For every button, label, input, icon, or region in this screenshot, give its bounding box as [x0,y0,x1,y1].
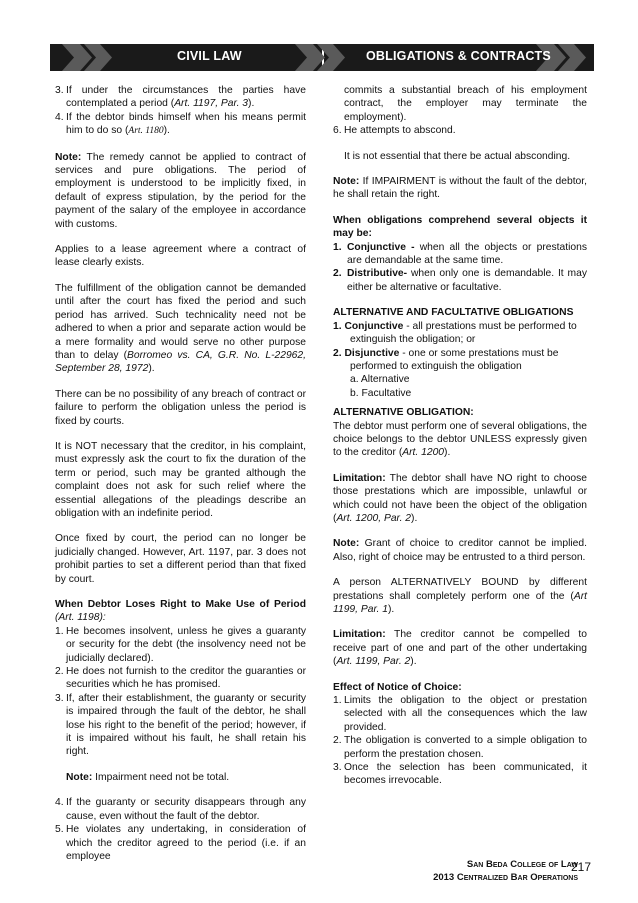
header-left-title: CIVIL LAW [177,49,242,63]
period-item-4: 4. If the debtor binds himself when his means permit him to do so (Art. 1180). [55,111,306,137]
footer [433,858,578,884]
conjunctive-item: 1. Conjunctive - when all the objects or prestations are demandable at the same time. [333,241,588,267]
left-column [55,84,306,863]
loses-item-4: 4. If the guaranty or security disappears through any cause, even without the fault of the debtor. [55,797,306,822]
footer-school: San Beda College of Law [466,859,578,870]
several-objects-heading: When obligations comprehend several objects it may be: [333,214,587,240]
loses-item-3: 3. If, after their establishment, the guaranty or security is impaired through the fault of the debtor, he shall lose his right to the benefit of the period; however, if it is impaired without his fault, he shall retain his right. [55,692,306,758]
note-remedy: Note: The remedy cannot be applied to contract of services and pure obligations. The period of employment is understood to be implicitly fixed, in default of express stipulation, by the period for the payment of the salary of the employee in accordance with customs. [55,151,306,230]
alt-fac-heading: ALTERNATIVE AND FACULTATIVE OBLIGATIONS [333,307,574,319]
loses-item-6: 6. He attempts to abscond. [333,125,456,137]
limitation-creditor: Limitation: The creditor cannot be compelled to receive part of one and part of the other undertaking (Art. 1199, Par. 2). [333,629,587,668]
not-necessary-paragraph: It is NOT necessary that the creditor, in his complaint, must expressly ask the court to fix the duration of the term or period, such may be granted although the complaint does not ask for such relief where the essential allegations of the pleadings describe an obligation with an indefinite period. [55,440,306,519]
effect-item-1: 1. Limits the obligation to the object or prestation selected with all the consequences which the law provided. [333,695,587,733]
alternative-obligation-heading: ALTERNATIVE OBLIGATION: [333,407,474,419]
effect-item-3: 3. Once the selection has been communicated, it becomes irrevocable. [333,762,587,787]
fixed-by-court-paragraph: Once fixed by court, the period can no longer be judicially changed. However, Art. 1197, par. 3 does not prohibit parties to set a different period than that fixed by court. [55,533,306,585]
continuation-text: commits a substantial breach of his employment contract, the employer may terminate the employment). [344,85,587,123]
limitation-debtor: Limitation: The debtor shall have NO right to choose those prestations which are impossible, unlawful or which could not have been the object of the obligation (Art. 1200, Par. 2). [333,472,587,524]
note-impairment-fault: Note: If IMPAIRMENT is without the fault of the debtor, he shall retain the right. [333,176,587,201]
fulfillment-paragraph: The fulfillment of the obligation cannot be demanded until after the court has fixed the period and such period has arrived. Such technicality need not be adhered to when a prior and separate action would be a mere formality and would serve no other purpose than to delay (Borromeo vs. CA, G.R. No. L-22962, September 28, 1972). [55,282,306,375]
lease-paragraph: Applies to a lease agreement where a contract of lease clearly exists. [55,244,306,269]
alternatively-bound-paragraph: A person ALTERNATIVELY BOUND by different prestations shall completely perform one of the (Art 1199, Par. 1). [333,577,587,615]
loses-right-heading: When Debtor Loses Right to Make Use of Period (Art. 1198): [55,599,306,624]
right-column [333,84,587,788]
effect-item-2: 2. The obligation is converted to a simple obligation to perform the prestation chosen. [333,735,587,760]
header-right-title: OBLIGATIONS & CONTRACTS [366,49,551,63]
note-grant-choice: Note: Grant of choice to creditor cannot be implied. Also, right of choice may be entrusted to a third person. [333,538,587,563]
effect-notice-heading: Effect of Notice of Choice: [333,681,462,693]
alt-fac-item-2: 2. Disjunctive - one or some prestations must be performed to extinguish the obligation [333,347,559,372]
loses-item-5: 5. He violates any undertaking, in consideration of which the creditor agreed to the period (i.e. if an employee [55,824,306,862]
footer-operations: 2013 Centralized Bar Operations [433,872,578,883]
note-impairment: Note: Impairment need not be total. [66,771,230,783]
alt-fac-item-1: 1. Conjunctive - all prestations must be performed to extinguish the obligation; or [333,320,577,346]
breach-paragraph: There can be no possibility of any breach of contract or failure to perform the obligation unless the period is fixed by courts. [55,388,306,427]
alt-fac-subitem-a: a. Alternative [350,374,410,386]
alt-fac-subitem-b: b. Facultative [350,387,412,399]
absconding-note: It is not essential that there be actual absconding. [344,150,571,162]
distributive-item: 2. Distributive- when only one is demandable. It may either be alternative or facultative. [333,268,587,293]
loses-item-1: 1. He becomes insolvent, unless he gives a guaranty or security for the debt (the insolvency need not be judicially declared). [55,625,306,664]
page-number: 217 [571,860,592,874]
period-item-3: 3. If under the circumstances the parties have contemplated a period (Art. 1197, Par. 3). [55,85,306,110]
loses-item-2: 2. He does not furnish to the creditor the guaranties or securities which he has promised. [55,666,306,691]
header-banner [50,44,594,71]
alternative-obligation-text: The debtor must perform one of several obligations, the choice belongs to the debtor UNLESS expressly given to the creditor (Art. 1200). [333,420,587,459]
